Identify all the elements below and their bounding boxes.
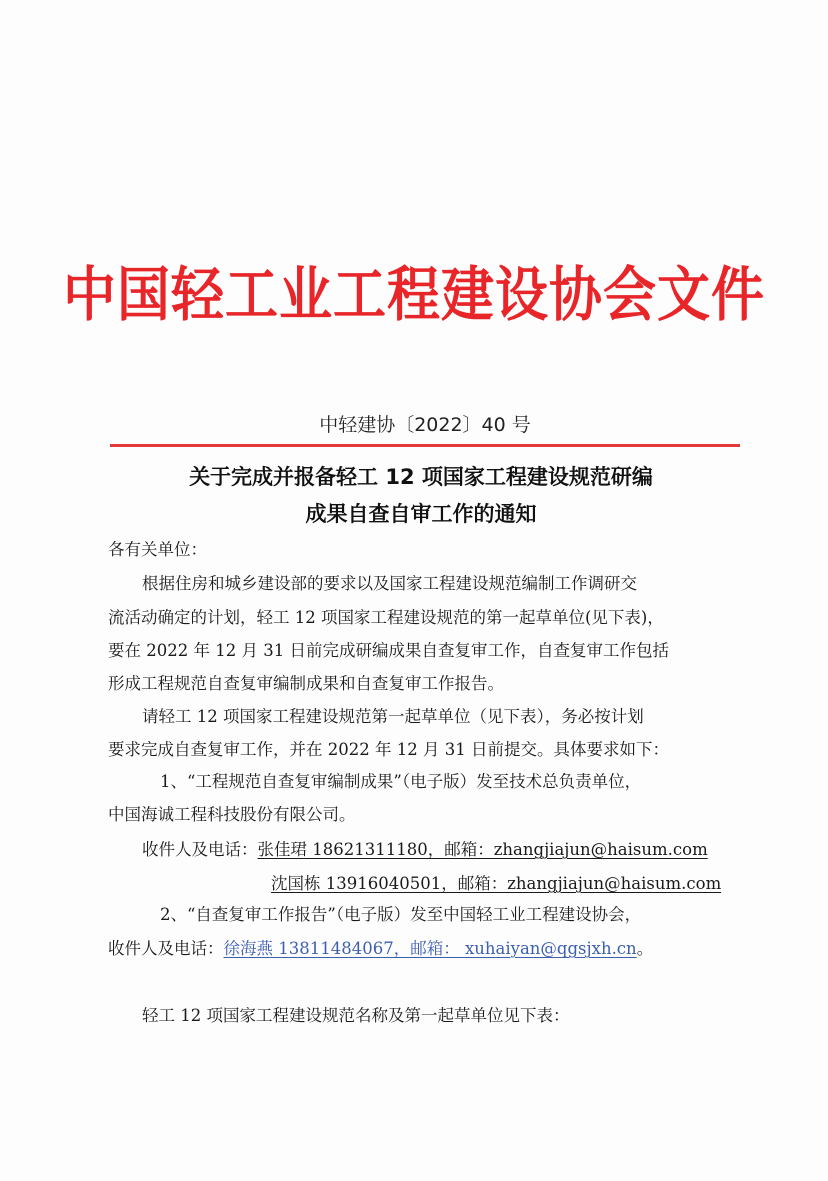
notice-title-line2: 成果自查自审工作的通知 — [305, 502, 537, 526]
para1-line4: 形成工程规范自查复审编制成果和自查复审工作报告。 — [108, 674, 504, 693]
org-title: 中国轻工业工程建设协会文件 — [63, 261, 765, 330]
contact1-value: 张佳珺 18621311180，邮箱：zhangjiajun@haisum.com — [257, 840, 708, 859]
item2-line1: 2、“自查复审工作报告”（电子版）发至中国轻工业工程建设协会， — [160, 905, 642, 924]
contact-line1 — [142, 842, 708, 859]
item2-line2 — [108, 941, 653, 958]
table-intro: 轻工 12 项国家工程建设规范名称及第一起草单位见下表： — [142, 1006, 570, 1025]
para1-line2: 流活动确定的计划，轻工 12 项国家工程建设规范的第一起草单位(见下表)， — [108, 608, 664, 627]
contact-label: 收件人及电话： — [142, 840, 258, 859]
item2-label: 收件人及电话： — [108, 939, 224, 958]
red-divider — [110, 444, 740, 447]
para2-line1: 请轻工 12 项国家工程建设规范第一起草单位（见下表），务必按计划 — [142, 707, 644, 726]
notice-title-line1: 关于完成并报备轻工 12 项国家工程建设规范研编 — [189, 465, 653, 489]
doc-number: 中轻建协〔2022〕40 号 — [319, 414, 531, 436]
para2-line2: 要求完成自查复审工作，并在 2022 年 12 月 31 日前提交。具体要求如下： — [108, 740, 669, 759]
salutation: 各有关单位： — [108, 540, 207, 559]
item1-line2: 中国海诚工程科技股份有限公司。 — [108, 805, 356, 824]
para1-line3: 要在 2022 年 12 月 31 日前完成研编成果自查复审工作，自查复审工作包括 — [108, 641, 669, 660]
item1-line1: 1、“工程规范自查复审编制成果”（电子版）发至技术总负责单位， — [160, 772, 642, 791]
contact-line2 — [271, 876, 721, 893]
item2-contact-link[interactable]: 徐海燕 13811484067，邮箱： xuhaiyan@qgsjxh.cn — [223, 939, 637, 958]
item2-end: 。 — [636, 939, 654, 958]
para1-line1: 根据住房和城乡建设部的要求以及国家工程建设规范编制工作调研交 — [142, 574, 637, 593]
contact2-value: 沈国栋 13916040501，邮箱：zhangjiajun@haisum.com — [271, 874, 722, 893]
